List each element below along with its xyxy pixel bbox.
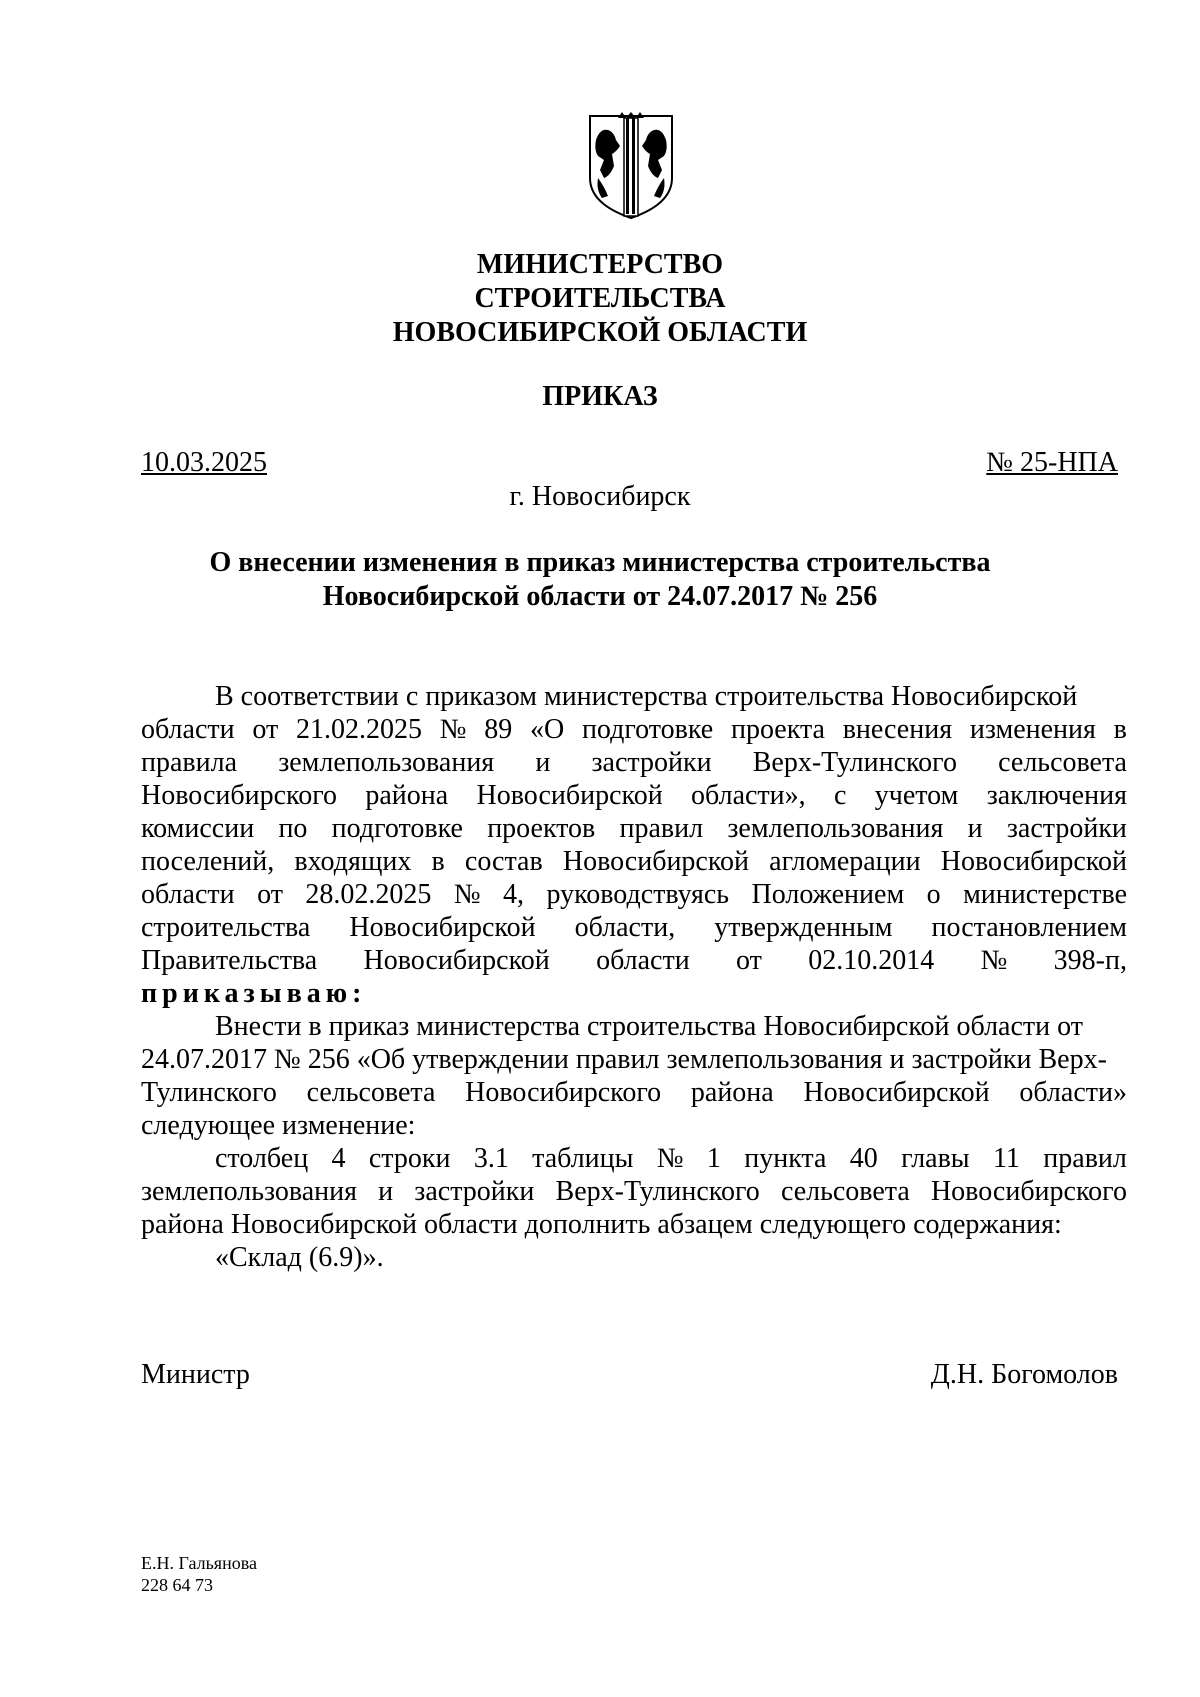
ministry-name-line-1: МИНИСТЕРСТВО <box>476 249 724 280</box>
city-name: г. Новосибирск <box>509 481 691 512</box>
order-directive: приказываю: <box>141 978 367 1009</box>
order-subject-line-1: О внесении изменения в приказ министерства строительства <box>209 547 991 578</box>
body-line-13: Тулинского сельсовета Новосибирского района Новосибирской области» <box>141 1077 1127 1108</box>
executor-phone: 228 64 73 <box>141 1575 213 1595</box>
body-line-14: следующее изменение: <box>141 1110 416 1141</box>
executor-name: Е.Н. Гальянова <box>141 1553 257 1573</box>
order-number: № 25-НПА <box>986 447 1118 478</box>
body-line-2: области от 21.02.2025 № 89 «О подготовке проекта внесения изменения в <box>141 714 1127 745</box>
document-title: ПРИКАЗ <box>542 381 658 412</box>
body-line-12: 24.07.2017 № 256 «Об утверждении правил землепользования и застройки Верх- <box>141 1044 1107 1075</box>
body-line-5: комиссии по подготовке проектов правил землепользования и застройки <box>141 813 1127 844</box>
body-line-9: Правительства Новосибирской области от 02.10.2014 № 398-п, <box>141 945 1127 976</box>
body-line-15: столбец 4 строки 3.1 таблицы № 1 пункта 40 главы 11 правил <box>215 1143 1127 1174</box>
body-line-6: поселений, входящих в состав Новосибирской агломерации Новосибирской <box>141 846 1127 877</box>
ministry-name-line-2: СТРОИТЕЛЬСТВА <box>474 283 726 314</box>
order-subject-line-2: Новосибирской области от 24.07.2017 № 256 <box>322 581 878 612</box>
ministry-name-line-3: НОВОСИБИРСКОЙ ОБЛАСТИ <box>392 317 808 348</box>
body-line-4: Новосибирского района Новосибирской области», с учетом заключения <box>141 780 1127 811</box>
coat-of-arms-emblem <box>586 112 676 222</box>
body-line-8: строительства Новосибирской области, утвержденным постановлением <box>141 912 1127 943</box>
signature-name: Д.Н. Богомолов <box>930 1359 1118 1390</box>
body-line-17: района Новосибирской области дополнить абзацем следующего содержания: <box>141 1209 1062 1240</box>
body-line-16: землепользования и застройки Верх-Тулинского сельсовета Новосибирского <box>141 1176 1127 1207</box>
body-line-1: В соответствии с приказом министерства строительства Новосибирской <box>215 681 1078 712</box>
order-subject <box>0 546 1200 614</box>
body-line-7: области от 28.02.2025 № 4, руководствуясь Положением о министерстве <box>141 879 1127 910</box>
body-line-18: «Склад (6.9)». <box>215 1242 384 1273</box>
order-date: 10.03.2025 <box>141 447 267 478</box>
body-line-11: Внести в приказ министерства строительства Новосибирской области от <box>215 1011 1083 1042</box>
signature-role: Министр <box>141 1359 250 1390</box>
body-line-3: правила землепользования и застройки Верх-Тулинского сельсовета <box>141 747 1127 778</box>
